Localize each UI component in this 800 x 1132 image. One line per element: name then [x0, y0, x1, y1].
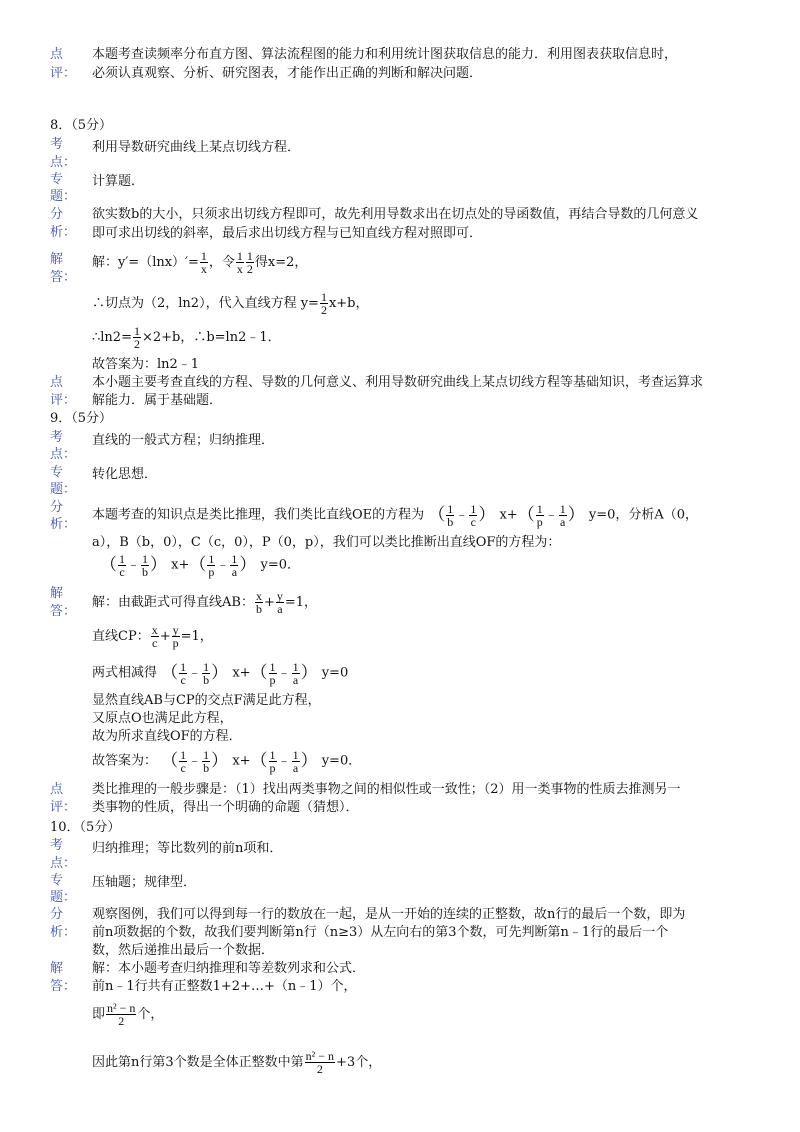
- q8-dianping-line-1: 本小题主要考查直线的方程、导数的几何意义、利用导数研究曲线上某点切线方程等基础知识，考查运算求: [92, 375, 704, 390]
- q9-zhuanti: 转化思想．: [92, 467, 158, 482]
- q8-dianping-line-2: 解能力．属于基础题．: [92, 393, 223, 408]
- q10-jie-line-2: 前n﹣1行共有正整数1+2+…+（n﹣1）个，: [92, 979, 357, 994]
- label-ping: 评：: [50, 800, 77, 815]
- label-jie: 解: [50, 961, 64, 976]
- top-comment-line-2: 必须认真观察、分析、研究图表，才能作出正确的判断和解决问题．: [92, 66, 483, 81]
- q10-jie-line-3: 即 $\frac{\text{n² − n}}{2}$ 个，: [92, 1001, 164, 1028]
- q9-answer: 故答案为： （ $\frac{1}{c}$ ﹣ $\frac{1}{b}$ ） x+（ $\frac{1}{p}$ ﹣ $\frac{1}{a}$ ） y=0．: [92, 747, 362, 775]
- q9-jie-line-2: 直线CP： $\frac{x}{c}$ + $\frac{y}{p}$ =1，: [92, 623, 213, 650]
- label-fen: 分: [50, 500, 64, 515]
- q8-answer: 故答案为：ln2﹣1: [92, 357, 200, 372]
- label-jie: 解: [50, 586, 64, 601]
- q8-zhuanti: 计算题．: [92, 174, 145, 189]
- q8-jie-line-1: 解：y′=（lnx）′= $\frac{1}{x}$ ，令 $\frac{1}{x}$ $\frac{1}{2}$ 得x=2，: [92, 249, 308, 276]
- q8-jie-line-3: ∴ln2= $\frac{1}{2}$ ×2+b，∴b=ln2﹣1．: [92, 324, 281, 351]
- q9-jie-line-4: 显然直线AB与CP的交点F满足此方程，: [92, 693, 321, 708]
- q8-fenxi-line-2: 即可求出切线的斜率，最后求出切线方程与已知直线方程对照即可．: [92, 226, 483, 241]
- q10-fenxi-line-1: 观察图例，我们可以得到每一行的数放在一起，是从一开始的连续的正整数，故n行的最后一个数，即为: [92, 907, 686, 922]
- q8-jie-line-2: ∴切点为（2，ln2），代入直线方程 y= $\frac{1}{2}$ x+b，: [92, 290, 369, 317]
- q10-kaodian: 归纳推理；等比数列的前n项和．: [92, 841, 283, 856]
- q9-dianping-line-2: 类事物的性质，得出一个明确的命题（猜想）．: [92, 800, 359, 815]
- top-comment-line-1: 本题考查读频率分布直方图、算法流程图的能力和利用统计图获取信息的能力．利用图表获取信息时，: [92, 47, 678, 62]
- q10-fenxi-line-3: 数，然后递推出最后一个数据．: [92, 943, 275, 958]
- label-kao: 考: [50, 838, 64, 853]
- q9-header: 9．（5分）: [50, 411, 113, 426]
- label-dian: 点: [50, 47, 64, 62]
- label-fen: 分: [50, 207, 64, 222]
- q9-jie-line-3: 两式相减得 （ $\frac{1}{c}$ ﹣ $\frac{1}{b}$ ） x+（ $\frac{1}{p}$ ﹣ $\frac{1}{a}$ ） y=0: [92, 659, 349, 687]
- q10-fenxi-line-2: 前n项数据的个数，故我们要判断第n行（n≥3）从左向右的第3个数，可先判断第n﹣1行的最后一个: [92, 925, 669, 940]
- label-da: 答：: [50, 604, 77, 619]
- q10-jie-line-1: 解：本小题考查归纳推理和等差数列求和公式．: [92, 961, 366, 976]
- label-dian: 点: [50, 782, 64, 797]
- label-kao: 考: [50, 137, 64, 152]
- label-zhuan: 专: [50, 172, 64, 187]
- label-ti: 题：: [50, 482, 77, 497]
- label-dian: 点：: [50, 447, 77, 462]
- label-dian: 点：: [50, 155, 77, 170]
- label-xi: 析：: [50, 925, 77, 940]
- q10-header: 10．（5分）: [50, 820, 121, 835]
- label-fen: 分: [50, 907, 64, 922]
- q8-fenxi-line-1: 欲实数b的大小，只须求出切线方程即可，故先利用导数求出在切点处的导函数值，再结合导数的几何意义: [92, 207, 699, 222]
- q9-fenxi-line-1: 本题考查的知识点是类比推理，我们类比直线OE的方程为 （ $\frac{1}{b}$ ﹣ $\frac{1}{c}$ ） x+（ $\frac{1}{p}$ ﹣ $\frac{1}{a}$ ） y=0，分析A（0，: [92, 501, 699, 529]
- label-zhuan: 专: [50, 873, 64, 888]
- label-jie: 解: [50, 252, 64, 267]
- label-dian: 点: [50, 375, 64, 390]
- q8-kaodian: 利用导数研究曲线上某点切线方程．: [92, 140, 301, 155]
- q9-jie-line-1: 解：由截距式可得直线AB： $\frac{x}{b}$ + $\frac{y}{a}$ =1，: [92, 589, 318, 616]
- label-ti: 题：: [50, 890, 77, 905]
- label-xi: 析：: [50, 225, 77, 240]
- q9-dianping-line-1: 类比推理的一般步骤是：（1）找出两类事物之间的相似性或一致性；（2）用一类事物的性质去推测另一: [92, 782, 681, 797]
- label-da: 答：: [50, 270, 77, 285]
- label-kao: 考: [50, 430, 64, 445]
- label-ping: 评：: [50, 393, 77, 408]
- q9-jie-line-5: 又原点O也满足此方程，: [92, 711, 233, 726]
- label-dian: 点：: [50, 856, 77, 871]
- q9-fenxi-equation: （ $\frac{1}{c}$ ﹣ $\frac{1}{b}$ ） x+（ $\frac{1}{p}$ ﹣ $\frac{1}{a}$ ） y=0．: [100, 551, 301, 579]
- q9-jie-line-6: 故为所求直线OF的方程．: [92, 729, 242, 744]
- q9-kaodian: 直线的一般式方程；归纳推理．: [92, 433, 275, 448]
- label-ti: 题：: [50, 189, 77, 204]
- label-zhuan: 专: [50, 465, 64, 480]
- q10-zhuanti: 压轴题；规律型．: [92, 875, 197, 890]
- label-xi: 析：: [50, 517, 77, 532]
- q10-jie-line-4: 因此第n行第3个数是全体正整数中第 $\frac{\text{n² − n}}{2}$ +3个，: [92, 1049, 382, 1076]
- q9-fenxi-line-2: a），B（b，0），C（c，0），P（0，p），我们可以类比推断出直线OF的方程为：: [92, 535, 561, 550]
- label-da: 答：: [50, 979, 77, 994]
- q8-header: 8．（5分）: [50, 118, 113, 133]
- label-ping: 评：: [50, 66, 77, 81]
